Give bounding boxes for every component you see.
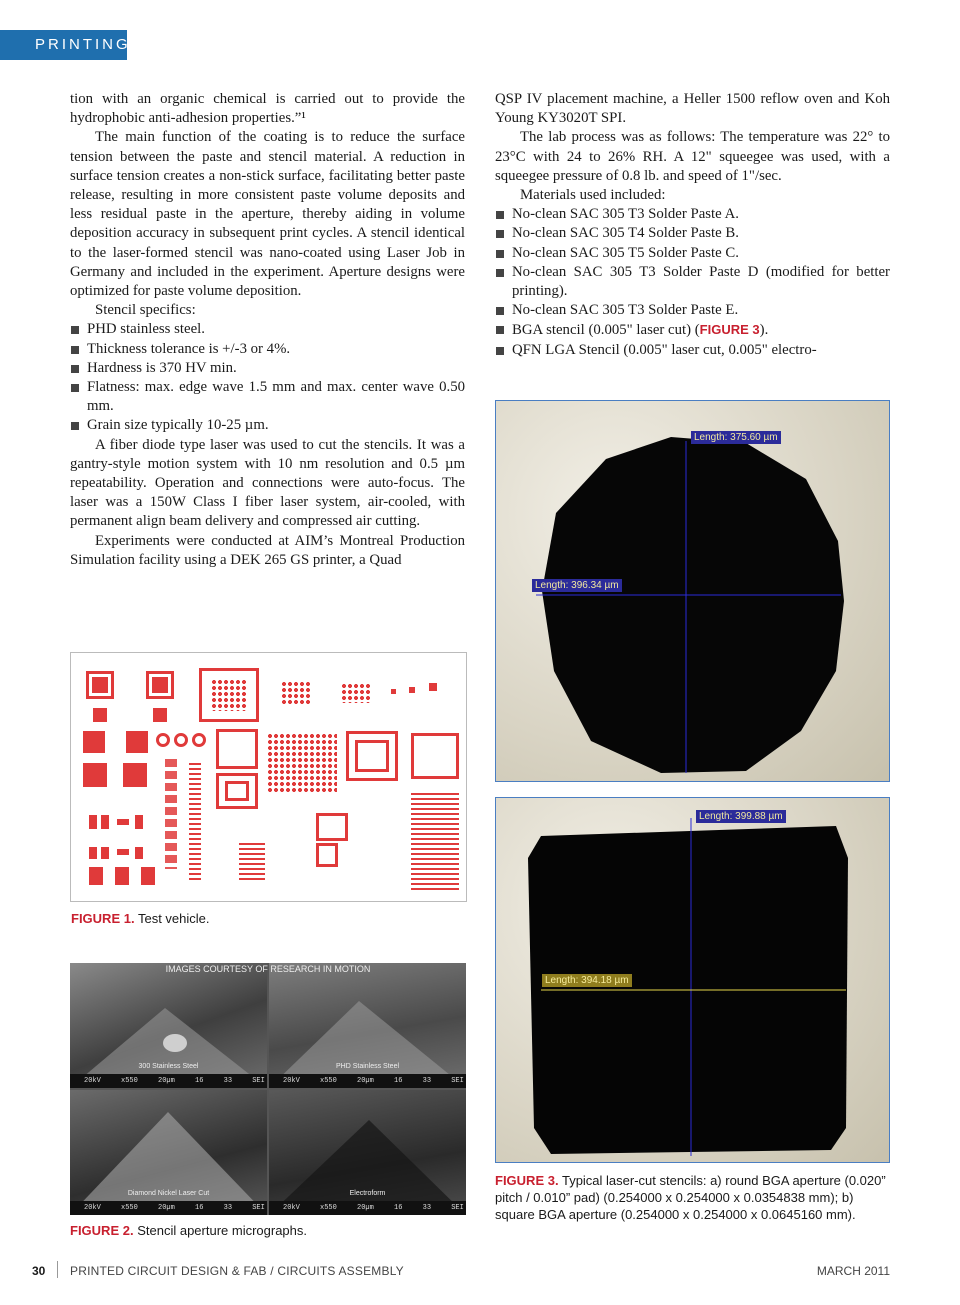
left-column [70, 90, 465, 570]
page-number: 30 [32, 1264, 46, 1278]
pad [135, 815, 143, 829]
list-item: Flatness: max. edge wave 1.5 mm and max. center wave 0.50 mm. [70, 378, 465, 416]
list-item: No-clean SAC 305 T3 Solder Paste A. [495, 205, 890, 224]
pad [141, 867, 155, 885]
pad [123, 763, 147, 787]
bga-text: BGA stencil (0.005" laser cut) ( [512, 322, 700, 339]
l-pad [316, 843, 338, 867]
sem-info-bar: 20kV x550 20µm 16 33 SEI [269, 1201, 466, 1215]
pad [174, 733, 188, 747]
pad [192, 733, 206, 747]
figure-1-text: Test vehicle. [137, 911, 210, 926]
list-item: No-clean SAC 305 T5 Solder Paste C. [495, 244, 890, 263]
panel-label: Diamond Nickel Laser Cut [127, 1190, 210, 1197]
sem-info-bar: 20kV x550 20µm 16 33 SEI [269, 1074, 466, 1088]
pad [391, 689, 396, 694]
figure-3-label: FIGURE 3. [495, 1173, 559, 1188]
micrograph-grid [70, 963, 466, 1215]
paragraph: tion with an organic chemical is carried out to provide the hydrophobic anti-adhesion properties.”¹ [70, 91, 465, 127]
stencil-spec-list [70, 320, 465, 435]
panel-label: PHD Stainless Steel [335, 1063, 400, 1070]
measurement-label: Length: 394.18 µm [542, 974, 632, 987]
paragraph: The main function of the coating is to reduce the surface tension between the paste and stencil material. A reduction in surface tension creates a non-stick surface, facilitating better paste release, resulting in more consistent paste volume deposits and less residual paste in the aperture, thereby aiding in volume deposition accuracy in subsequent print cycles. A stencil identical to the laser-formed stencil was nano-coated using Laser Job in Germany and included in the experiment. Aperture designs were optimized for paste volume deposition. [70, 129, 465, 300]
list-item: QFN LGA Stencil (0.005" laser cut, 0.005" electro- [495, 341, 890, 360]
figure-2-label: FIGURE 2. [70, 1223, 134, 1238]
bga-grid [281, 681, 311, 705]
pad [101, 815, 109, 829]
pad [429, 683, 437, 691]
figure-2-text: Stencil aperture micrographs. [137, 1223, 308, 1238]
list-item: No-clean SAC 305 T3 Solder Paste D (modified for better printing). [495, 263, 890, 301]
list-item: Hardness is 370 HV min. [70, 359, 465, 378]
figure-1-caption [71, 910, 210, 927]
measurement-label: Length: 396.34 µm [532, 579, 622, 592]
sem-panel [70, 963, 267, 1088]
sem-info-bar: 20kV x550 20µm 16 33 SEI [70, 1201, 267, 1215]
right-column [495, 90, 890, 360]
bga-grid [267, 733, 337, 793]
paragraph: Materials used included: [520, 187, 666, 204]
pad [89, 815, 97, 829]
list-item [495, 320, 890, 340]
paragraph: Stencil specifics: [95, 302, 196, 319]
qfp-frame [411, 733, 459, 779]
fine-pitch-lines [239, 843, 265, 883]
l-pad [316, 813, 348, 841]
sem-panel [70, 1090, 267, 1215]
figure-2-caption [70, 1222, 307, 1239]
pad [117, 849, 129, 855]
fine-pitch-lines [411, 793, 459, 893]
qfp-pad [152, 677, 168, 693]
bga-grid [211, 679, 247, 711]
sem-panel [269, 963, 466, 1088]
pad [126, 731, 148, 753]
image-credit: IMAGES COURTESY OF RESEARCH IN MOTION [165, 964, 371, 974]
list-item: Grain size typically 10-25 µm. [70, 416, 465, 435]
pad [83, 763, 107, 787]
measurement-label: Length: 375.60 µm [691, 431, 781, 444]
paragraph: The lab process was as follows: The temperature was 22° to 23°C with 24 to 26% RH. A 12" squeegee was used, with a squeegee pressure of 0.8 lb. and speed of 1"/sec. [495, 129, 890, 184]
pad [115, 867, 129, 885]
panel-label: Electroform [349, 1190, 386, 1197]
figure-1-label: FIGURE 1. [71, 911, 135, 926]
materials-list [495, 205, 890, 360]
section-tab: PRINTING [0, 30, 127, 60]
issue-date: MARCH 2011 [816, 1264, 890, 1278]
qfn-frame [216, 729, 258, 769]
fine-pitch-lines [189, 763, 201, 883]
publication-name: PRINTED CIRCUIT DESIGN & FAB / CIRCUITS ASSEMBLY [70, 1264, 404, 1278]
pad [101, 847, 109, 859]
pad [83, 731, 105, 753]
sem-panel [269, 1090, 466, 1215]
pad [117, 819, 129, 825]
bga-grid [341, 683, 371, 703]
pad [93, 708, 107, 722]
sem-info-bar: 20kV x550 20µm 16 33 SEI [70, 1074, 267, 1088]
list-item: No-clean SAC 305 T4 Solder Paste B. [495, 224, 890, 243]
panel-label: 300 Stainless Steel [138, 1063, 199, 1070]
footer-divider [57, 1261, 58, 1278]
bga-text-end: ). [759, 322, 769, 339]
test-vehicle-image [70, 652, 467, 902]
list-item: PHD stainless steel. [70, 320, 465, 339]
paragraph: A fiber diode type laser was used to cut the stencils. It was a gantry-style motion system with 10 nm resolution and 0.5 µm repeatability. Operation and connections were auto-focus. The laser was a 150W Class I fiber laser system, air-cooled, with permanent align beam delivery and compressed air cutting. [70, 436, 465, 530]
qfp-pad [92, 677, 108, 693]
figure-3-text: Typical laser-cut stencils: a) round BGA aperture (0.020” pitch / 0.010” pad) (0.254000 x 0.254000 x 0.0354838 mm); b) square BGA aperture (0.254000 x 0.254000 x 0.0645160 mm). [495, 1173, 886, 1222]
measurement-label: Length: 399.88 µm [696, 810, 786, 823]
figure-3-caption [495, 1172, 890, 1223]
paragraph: Experiments were conducted at AIM’s Montreal Production Simulation facility using a DEK 265 GS printer, a Quad [70, 532, 465, 568]
figure-reference[interactable]: FIGURE 3 [699, 322, 760, 338]
square-aperture-micrograph [495, 797, 890, 1163]
pad-column [165, 759, 177, 869]
pad [89, 867, 103, 885]
pad [409, 687, 415, 693]
pad [89, 847, 97, 859]
paragraph: QSP IV placement machine, a Heller 1500 reflow oven and Koh Young KY3020T SPI. [495, 91, 890, 127]
qfp-frame [355, 740, 389, 772]
list-item: No-clean SAC 305 T3 Solder Paste E. [495, 301, 890, 320]
round-aperture-micrograph [495, 400, 890, 782]
pad [153, 708, 167, 722]
pad [135, 847, 143, 859]
list-item: Thickness tolerance is +/-3 or 4%. [70, 340, 465, 359]
qfn-frame [225, 781, 249, 801]
pad [156, 733, 170, 747]
